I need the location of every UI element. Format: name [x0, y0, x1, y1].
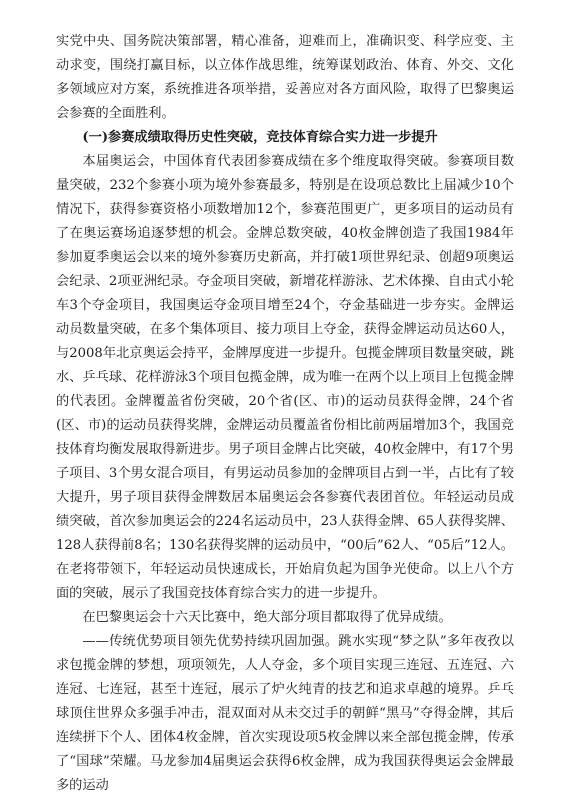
body-paragraph-traditional-strengths: ——传统优势项目领先优势持续巩固加强。跳水实现“梦之队”多年夜孜以求包揽金牌的梦想，项项领先，人人夺金，多个项目实现三连冠、五连冠、六连冠、七连冠，甚至十连冠，展示了炉火纯青的技艺和追求卓越的境界。乒乓球顶住世界众多强手冲击，混双面对从未交过手的朝鲜“黑马”夺得金牌，其后连续拼下个人、团体4枚金牌，首次实现设项5枚金牌以来全部包揽金牌，传承了“国球”荣耀。马龙参加4届奥运会获得6枚金牌，成为我国获得奥运会金牌最多的运动 — [56, 634, 514, 793]
section-heading: (一)参赛成绩取得历史性突破，竞技体育综合实力进一步提升 — [82, 130, 438, 145]
body-paragraph-summary: 在巴黎奥运会十六天比赛中，绝大部分项目都取得了优异成绩。 — [82, 610, 452, 625]
body-paragraph-breakthroughs: 本届奥运会，中国体育代表团参赛成绩在多个维度取得突破。参赛项目数量突破，232个参赛小项为境外参赛最多，特别是在设项总数比上届减少10个情况下，获得参赛资格小项数增加12个，参赛范围更广，更多项目的运动员有了在奥运赛场追逐梦想的机会。金牌总数突破，40枚金牌创造了我国1984年参加夏季奥运会以来的境外参赛历史新高，并打破1项世界纪录、创超9项奥运会纪录、2项亚洲纪录。夺金项目突破，新增花样游泳、艺术体操、自由式小轮车3个夺金项目，我国奥运夺金项目增至24个，夺金基础进一步夯实。金牌运动员数量突破，在多个集体项目、接力项目上夺金，获得金牌运动员达60人，与2008年北京奥运会持平，金牌厚度进一步提升。包揽金牌项目数量突破，跳水、乒乓球、花样游泳3个项目包揽金牌，成为唯一在两个以上项目上包揽金牌的代表团。金牌覆盖省份突破，20个省(区、市)的运动员获得金牌，24个省(区、市)的运动员获得奖牌，金牌运动员覆盖省份相比前两届增加3个，我国竞技体育均衡发展取得新进步。男子项目金牌占比突破，40枚金牌中，有17个男子项目、3个男女混合项目，有男运动员参加的金牌项目占到一半，占比有了较大提升，男子项目获得金牌数居本届奥运会各参赛代表团首位。年轻运动员成绩突破，首次参加奥运会的224名运动员中，23人获得金牌、65人获得奖牌、128人获得前8名；130名获得奖牌的运动员中，“00后”62人、“05后”12人。在老将带领下，年轻运动员快速成长，开始肩负起为国争光使命。以上八个方面的突破，展示了我国竞技体育综合实力的进一步提升。 — [56, 154, 514, 601]
intro-paragraph-continuation: 实党中央、国务院决策部署，精心准备，迎难而上，准确识变、科学应变、主动求变，围绕打赢目标，以立体作战思维，统筹谋划政治、体育、外交、文化多领域应对方案，系统推进各项举措，妥善应对各方面风险，取得了巴黎奥运会参赛的全面胜利。 — [56, 34, 514, 121]
document-page — [56, 30, 514, 798]
